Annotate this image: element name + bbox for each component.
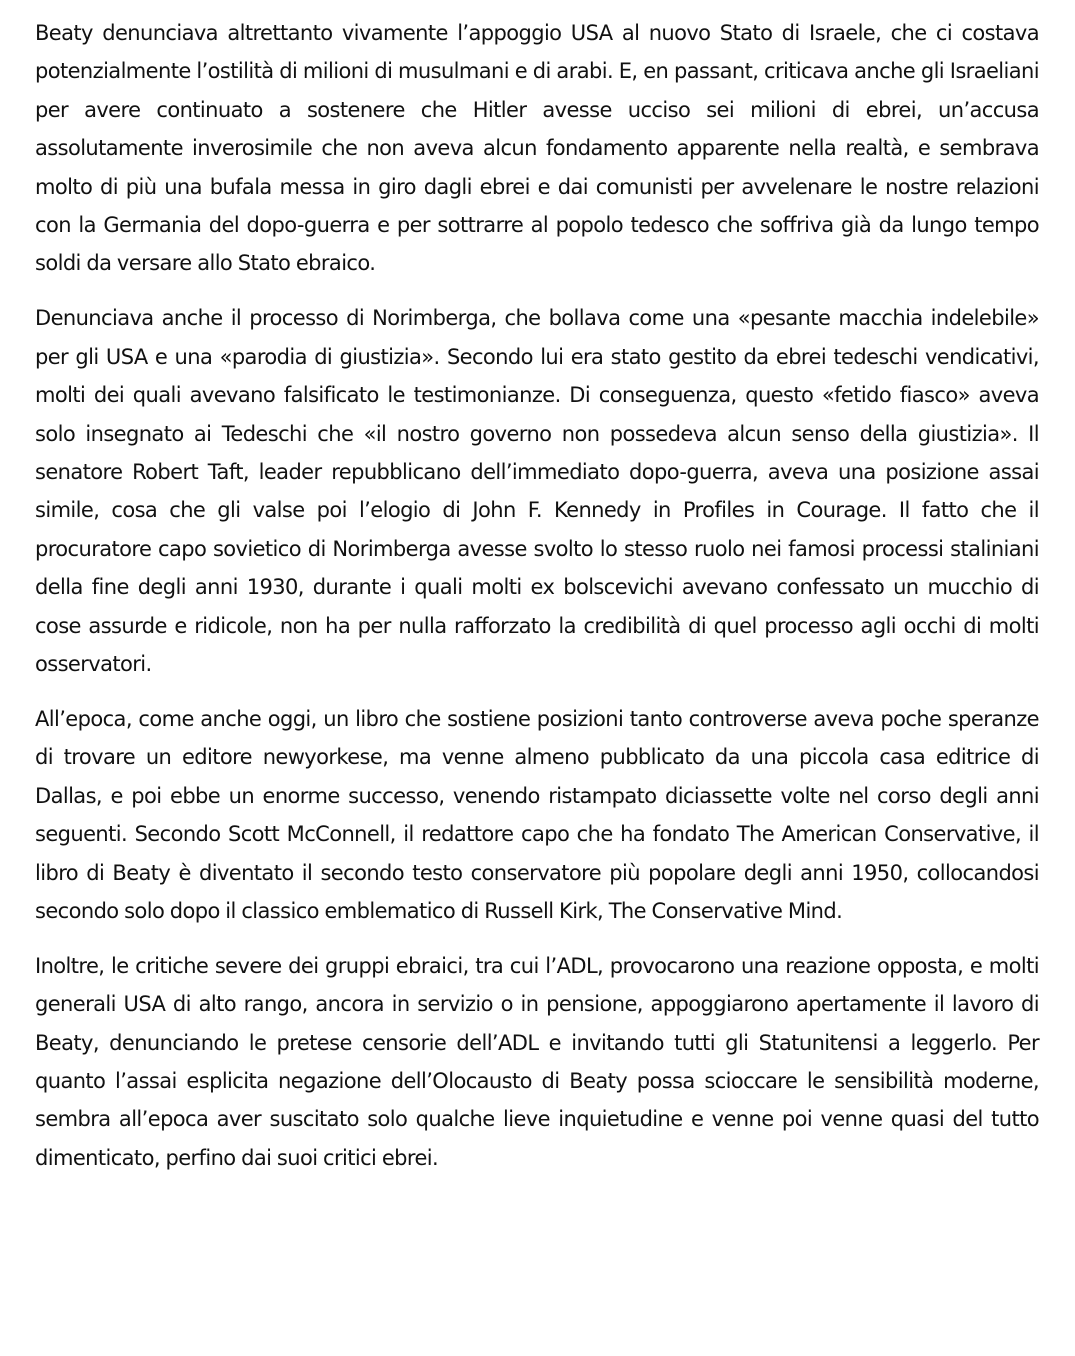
paragraph: Denunciava anche il processo di Norimberga, che bollava come una «pesante macchia indelebile» per gli USA e una «parodia di giustizia». Secondo lui era stato gestito da ebrei tedeschi vendicativi, molti dei quali avevano falsificato le testimonianze. Di conseguenza, questo «fetido fiasco» aveva solo insegnato ai Tedeschi che «il nostro governo non possedeva alcun senso della giustizia». Il senatore Robert Taft, leader repubblicano dell’immediato dopo-guerra, aveva una posizione assai simile, cosa che gli valse poi l’elogio di John F. Kennedy in Profiles in Courage. Il fatto che il procuratore capo sovietico di Norimberga avesse svolto lo stesso ruolo nei famosi processi staliniani della fine degli anni 1930, durante i quali molti ex bolscevichi avevano confessato un mucchio di cose assurde e ridicole, non ha per nulla rafforzato la credibilità di quel processo agli occhi di molti osservatori. xyxy=(35,306,1039,676)
paragraph: Inoltre, le critiche severe dei gruppi ebraici, tra cui l’ADL, provocarono una reazione opposta, e molti generali USA di alto rango, ancora in servizio o in pensione, appoggiarono apertamente il lavoro di Beaty, denunciando le pretese censorie dell’ADL e invitando tutti gli Statunitensi a leggerlo. Per quanto l’assai esplicita negazione dell’Olocausto di Beaty possa scioccare le sensibilità moderne, sembra all’epoca aver suscitato solo qualche lieve inquietudine e venne poi venne quasi del tutto dimenticato, perfino dai suoi critici ebrei. xyxy=(35,953,1039,1170)
paragraph: Beaty denunciava altrettanto vivamente l’appoggio USA al nuovo Stato di Israele, che ci costava potenzialmente l’ostilità di milioni di musulmani e di arabi. E, en passant, criticava anche gli Israeliani per avere continuato a sostenere che Hitler avesse ucciso sei milioni di ebrei, un’accusa assolutamente inverosimile che non aveva alcun fondamento apparente nella realtà, e sembrava molto di più una bufala messa in giro dagli ebrei e dai comunisti per avvelenare le nostre relazioni con la Germania del dopo-guerra e per sottrarre al popolo tedesco che soffriva già da lungo tempo soldi da versare allo Stato ebraico. xyxy=(35,21,1039,276)
document-page xyxy=(35,14,1039,1177)
paragraph: All’epoca, come anche oggi, un libro che sostiene posizioni tanto controverse aveva poche speranze di trovare un editore newyorkese, ma venne almeno pubblicato da una piccola casa editrice di Dallas, e poi ebbe un enorme successo, venendo ristampato diciassette volte nel corso degli anni seguenti. Secondo Scott McConnell, il redattore capo che ha fondato The American Conservative, il libro di Beaty è diventato il secondo testo conservatore più popolare degli anni 1950, collocandosi secondo solo dopo il classico emblematico di Russell Kirk, The Conservative Mind. xyxy=(35,706,1039,923)
